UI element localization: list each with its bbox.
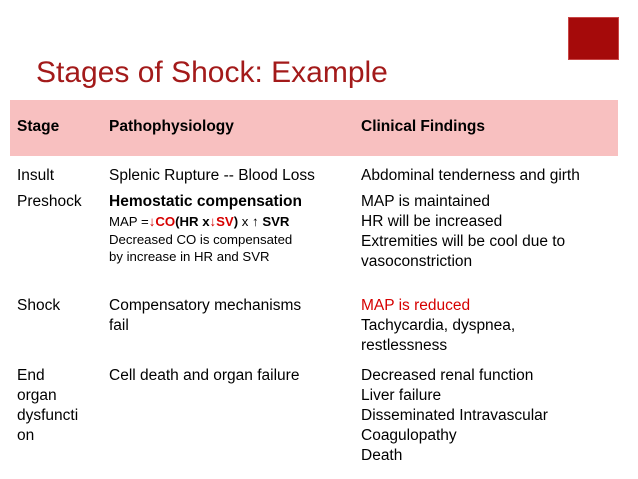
- pathophysiology-cell: Compensatory mechanisms: [109, 297, 302, 314]
- findings-cell: MAP is maintained: [361, 193, 490, 210]
- findings-cell: Abdominal tenderness and girth: [361, 167, 580, 184]
- findings-cell: Death: [361, 447, 403, 464]
- pathophysiology-cell: fail: [109, 317, 129, 334]
- findings-cell-highlight: MAP is reduced: [361, 297, 471, 314]
- header-clinical-findings: Clinical Findings: [361, 118, 486, 135]
- stage-cell: organ: [17, 387, 57, 404]
- header-stage: Stage: [17, 118, 60, 135]
- pathophysiology-note: by increase in HR and SVR: [109, 249, 270, 264]
- stage-cell: Preshock: [17, 193, 82, 210]
- slide-title: Stages of Shock: Example: [36, 56, 388, 89]
- findings-cell: HR will be increased: [361, 213, 503, 230]
- pathophysiology-heading: Hemostatic compensation: [109, 193, 302, 210]
- findings-cell: restlessness: [361, 337, 448, 354]
- findings-cell: Decreased renal function: [361, 367, 534, 384]
- stage-cell: on: [17, 427, 35, 444]
- pathophysiology-cell: Cell death and organ failure: [109, 367, 300, 384]
- findings-cell: Extremities will be cool due to: [361, 233, 566, 250]
- table-header-row: [10, 100, 618, 156]
- findings-cell: Liver failure: [361, 387, 442, 404]
- pathophysiology-cell: Splenic Rupture -- Blood Loss: [109, 167, 315, 184]
- findings-cell: Tachycardia, dyspnea,: [361, 317, 516, 334]
- stage-cell: dysfuncti: [17, 407, 79, 424]
- findings-cell: vasoconstriction: [361, 253, 473, 270]
- stage-cell: Insult: [17, 167, 55, 184]
- map-formula: MAP =↓CO(HR x↓SV) x ↑ SVR: [109, 214, 290, 229]
- header-pathophysiology: Pathophysiology: [109, 118, 234, 135]
- findings-cell: Disseminated Intravascular: [361, 407, 548, 424]
- stage-cell: Shock: [17, 297, 61, 314]
- stage-cell: End: [17, 367, 45, 384]
- accent-square: [568, 17, 619, 60]
- pathophysiology-note: Decreased CO is compensated: [109, 232, 293, 247]
- findings-cell: Coagulopathy: [361, 427, 457, 444]
